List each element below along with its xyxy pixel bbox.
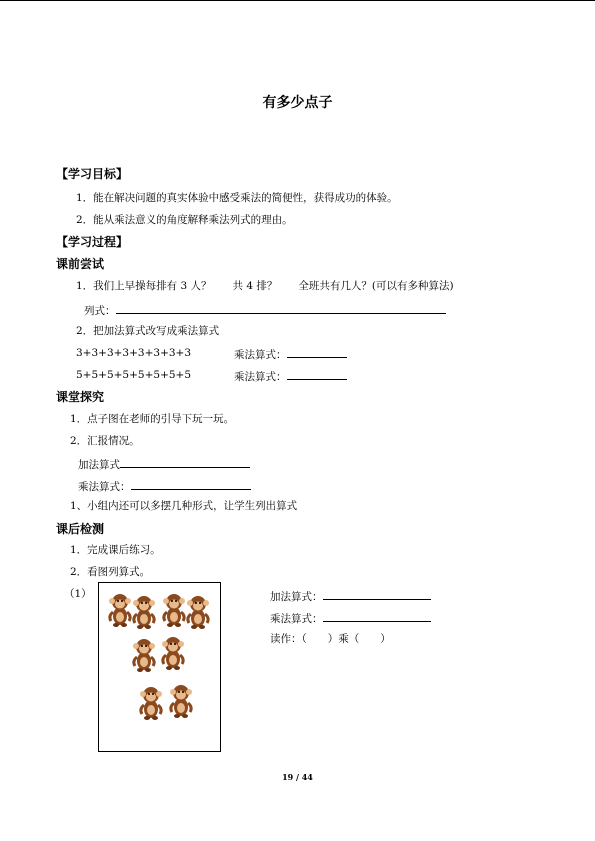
ex1-number: （1） xyxy=(64,588,92,600)
ex1-mul xyxy=(270,610,431,626)
monkey xyxy=(163,594,185,627)
pre-q1 xyxy=(76,279,454,293)
monkey xyxy=(162,637,184,670)
after-item-1: 1．完成课后练习。 xyxy=(70,544,161,556)
explore-mul xyxy=(78,478,251,494)
monkey xyxy=(109,594,131,627)
explore-add xyxy=(78,456,250,472)
pre-q2-expr-1: 3+3+3+3+3+3+3+3 xyxy=(76,347,192,359)
explore-heading: 课堂探究 xyxy=(56,390,105,404)
ex1-add-blank[interactable] xyxy=(323,588,431,600)
objective-1: 1．能在解决问题的真实体验中感受乘法的简便性，获得成功的体验。 xyxy=(76,192,398,204)
pre-q2: 2．把加法算式改写成乘法算式 xyxy=(76,325,220,337)
pre-q2-answer-2 xyxy=(234,368,347,384)
objectives-heading: 【学习目标】 xyxy=(56,167,129,181)
pre-q1-part3: 全班共有几人？(可以有多种算法) xyxy=(298,280,454,292)
ex1-read: 读作：（ ）乘（ ） xyxy=(270,633,391,645)
monkey-picture xyxy=(98,582,221,752)
monkey xyxy=(133,596,155,629)
explore-mul-label: 乘法算式： xyxy=(78,481,131,493)
pre-heading: 课前尝试 xyxy=(56,257,105,271)
ex1-add-label: 加法算式： xyxy=(270,591,323,603)
explore-group-item: 1、小组内还可以多摆几种形式，让学生列出算式 xyxy=(70,500,298,512)
process-heading: 【学习过程】 xyxy=(56,235,129,249)
explore-item-1: 1．点子图在老师的引导下玩一玩。 xyxy=(70,413,235,425)
mul-blank-1[interactable] xyxy=(287,346,347,358)
explore-mul-blank[interactable] xyxy=(131,478,251,490)
explore-add-label: 加法算式 xyxy=(78,459,120,471)
after-heading: 课后检测 xyxy=(56,522,105,536)
pre-q1-part2: 共 4 排？ xyxy=(232,280,278,292)
pre-q1-formula xyxy=(84,302,446,318)
objective-2: 2．能从乘法意义的角度解释乘法列式的理由。 xyxy=(76,214,293,226)
ex1-mul-blank[interactable] xyxy=(323,610,431,622)
monkey xyxy=(133,639,155,672)
ex1-add xyxy=(270,588,431,604)
after-item-2: 2．看图列算式。 xyxy=(70,566,151,578)
formula-label: 列式： xyxy=(84,305,116,317)
page-number: 19 / 44 xyxy=(282,772,313,782)
pre-q2-expr-2: 5+5+5+5+5+5+5+5 xyxy=(76,369,192,381)
monkey xyxy=(170,685,192,718)
pre-q2-answer-1 xyxy=(234,346,347,362)
monkey-illustration xyxy=(99,583,220,751)
monkey xyxy=(140,687,162,720)
explore-add-blank[interactable] xyxy=(120,456,250,468)
page-title: 有多少点子 xyxy=(262,95,333,111)
explore-item-2: 2．汇报情况。 xyxy=(70,435,140,447)
ex1-mul-label: 乘法算式： xyxy=(270,613,323,625)
mul-label-2: 乘法算式： xyxy=(234,371,287,383)
monkey xyxy=(187,596,209,629)
mul-label-1: 乘法算式： xyxy=(234,349,287,361)
mul-blank-2[interactable] xyxy=(287,368,347,380)
pre-q1-text: 1．我们上早操每排有 3 人？ xyxy=(76,280,212,292)
header-rule xyxy=(0,0,595,1)
formula-blank[interactable] xyxy=(116,302,446,314)
